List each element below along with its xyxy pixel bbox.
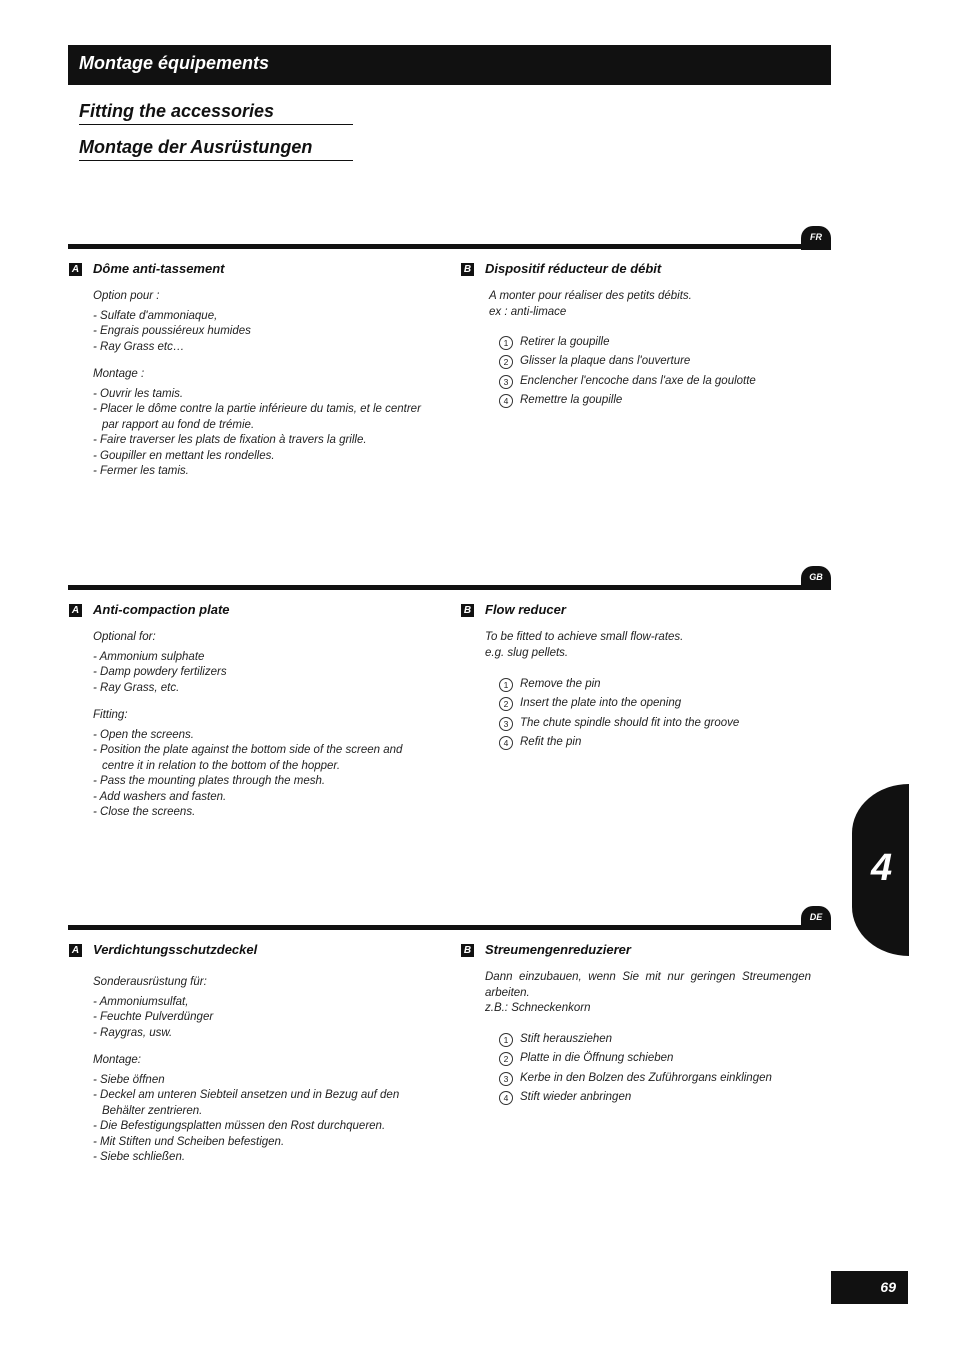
intro-line: To be fitted to achieve small flow-rates. xyxy=(485,631,684,643)
list-item: - Position the plate against the bottom side of the screen and centre it in relation to the bottom of the hopper. xyxy=(93,744,403,772)
page-number-box xyxy=(831,1271,908,1304)
list-item: - Siebe öffnen xyxy=(93,1073,165,1086)
list-item: - Damp powdery fertilizers xyxy=(93,666,227,678)
step-number-icon: 2 xyxy=(499,697,513,711)
step-text: The chute spindle should fit into the groove xyxy=(520,716,740,729)
subtitle-german: Montage der Ausrüstungen xyxy=(79,137,353,161)
letter-a-box: A xyxy=(69,263,82,276)
list-item: - Placer le dôme contre la partie inférieure du tamis, et le centrer par rapport au fond de trémie. xyxy=(93,403,421,431)
language-label: DE xyxy=(809,912,823,922)
column-b-intro xyxy=(489,289,819,320)
list-item: - Ray Grass, etc. xyxy=(93,681,180,694)
step-text: Glisser la plaque dans l'ouverture xyxy=(520,355,691,368)
step-number-icon: 3 xyxy=(499,1072,513,1086)
letter-b-box: B xyxy=(461,604,474,617)
step-text: Refit the pin xyxy=(520,735,582,748)
heading-a: Verdichtungsschutzdeckel xyxy=(93,942,258,957)
option-label: Sonderausrüstung für: xyxy=(93,976,207,988)
step-text: Insert the plate into the opening xyxy=(520,697,682,710)
list-item: - Sulfate d'ammoniaque, xyxy=(93,309,218,322)
option-label: Optional for: xyxy=(93,631,156,643)
list-item: - Ammoniumsulfat, xyxy=(93,995,189,1008)
list-item: - Mit Stiften und Scheiben befestigen. xyxy=(93,1135,285,1148)
step-text: Stift herausziehen xyxy=(520,1033,613,1045)
step-number-icon: 1 xyxy=(499,336,513,350)
step-text: Retirer la goupille xyxy=(520,336,610,348)
column-a xyxy=(93,289,423,480)
heading-b: Dispositif réducteur de débit xyxy=(485,261,662,276)
step-number-icon: 3 xyxy=(499,375,513,389)
chapter-tab xyxy=(852,784,909,956)
step-number-icon: 2 xyxy=(499,1052,513,1066)
step-number-icon: 1 xyxy=(499,678,513,692)
heading-b: Streumengenreduzierer xyxy=(485,942,631,957)
list-item: - Ouvrir les tamis. xyxy=(93,387,184,400)
heading-a: Dôme anti-tassement xyxy=(93,261,225,276)
list-item: - Fermer les tamis. xyxy=(93,465,189,477)
list-item: - Goupiller en mettant les rondelles. xyxy=(93,449,275,462)
list-item: - Siebe schließen. xyxy=(93,1151,186,1163)
intro-line: z.B.: Schneckenkorn xyxy=(485,1002,591,1014)
letter-b-box: B xyxy=(461,944,474,957)
heading-b: Flow reducer xyxy=(485,602,566,617)
heading-a: Anti-compaction plate xyxy=(93,602,230,617)
page-number: 69 xyxy=(880,1279,896,1295)
list-item: - Open the screens. xyxy=(93,728,194,741)
step-text: Enclencher l'encoche dans l'axe de la goulotte xyxy=(520,374,756,387)
section-rule xyxy=(68,585,831,590)
letter-a-box: A xyxy=(69,944,82,957)
list-item: - Close the screens. xyxy=(93,806,196,818)
step-text: Remettre la goupille xyxy=(520,393,623,406)
step-number-icon: 4 xyxy=(499,1091,513,1105)
step-text: Stift wieder anbringen xyxy=(520,1090,632,1103)
list-item: - Add washers and fasten. xyxy=(93,790,227,803)
letter-a-box: A xyxy=(69,604,82,617)
step-text: Kerbe in den Bolzen des Zuführorgans einklingen xyxy=(520,1071,772,1084)
section-rule xyxy=(68,925,831,930)
step-number-icon: 2 xyxy=(499,355,513,369)
column-b-intro xyxy=(485,970,811,1017)
list-item: - Pass the mounting plates through the mesh. xyxy=(93,775,326,787)
step-number-icon: 4 xyxy=(499,394,513,408)
mount-label: Montage : xyxy=(93,368,145,380)
intro-line: ex : anti-limace xyxy=(489,305,567,318)
list-item: - Raygras, usw. xyxy=(93,1026,173,1039)
mount-label: Montage: xyxy=(93,1054,141,1066)
list-item: - Die Befestigungsplatten müssen den Rost durchqueren. xyxy=(93,1120,386,1132)
step-text: Remove the pin xyxy=(520,678,601,690)
list-item: - Engrais poussiéreux humides xyxy=(93,325,251,337)
column-a xyxy=(93,630,408,821)
letter-b-box: B xyxy=(461,263,474,276)
page-title: Montage équipements xyxy=(79,53,270,73)
list-item: - Ammonium sulphate xyxy=(93,650,205,663)
language-label: FR xyxy=(810,232,822,242)
list-item: - Faire traverser les plats de fixation à travers la grille. xyxy=(93,434,367,446)
column-b-intro xyxy=(485,630,815,661)
step-number-icon: 4 xyxy=(499,736,513,750)
intro-line: A monter pour réaliser des petits débits. xyxy=(489,290,692,302)
column-a xyxy=(93,975,423,1166)
list-item: - Deckel am unteren Siebteil ansetzen und in Bezug auf den Behälter zentrieren. xyxy=(93,1089,400,1117)
section-rule xyxy=(68,244,831,249)
intro-line: e.g. slug pellets. xyxy=(485,646,569,659)
subtitle-english: Fitting the accessories xyxy=(79,101,353,125)
step-number-icon: 1 xyxy=(499,1033,513,1047)
title-bar xyxy=(68,45,831,85)
step-text: Platte in die Öffnung schieben xyxy=(520,1052,674,1065)
language-label: GB xyxy=(809,572,823,582)
step-number-icon: 3 xyxy=(499,717,513,731)
chapter-number: 4 xyxy=(871,847,893,889)
intro-line: Dann einzubauen, wenn Sie mit nur geringen Streumengen arbeiten. xyxy=(485,971,811,999)
option-label: Option pour : xyxy=(93,290,160,302)
list-item: - Feuchte Pulverdünger xyxy=(93,1011,214,1023)
list-item: - Ray Grass etc… xyxy=(93,340,185,353)
mount-label: Fitting: xyxy=(93,709,128,721)
